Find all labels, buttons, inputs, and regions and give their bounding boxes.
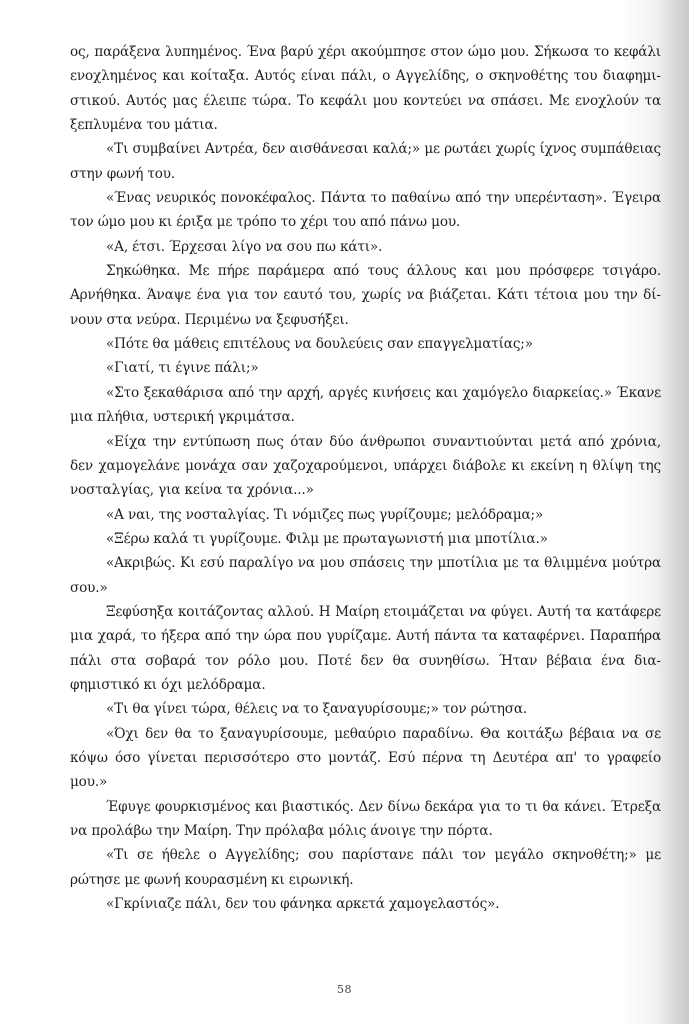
paragraph: «Α ναι, της νοσταλγίας. Τι νόμιζες πως γυρίζουμε; μελόδραμα;» (106, 506, 544, 523)
paragraph: «Γκρίνιαζε πάλι, δεν του φάνηκα αρκετά χαμογελαστός». (106, 896, 500, 913)
paragraph: «Ένας νευρικός πονοκέφαλος. Πάντα το παθαίνω από την υπερένταση». Έγειρα τον ώμο μου κι έριξα με τρόπο το χέρι του από πάνω μου. (70, 190, 661, 231)
paragraph: «Τι θα γίνει τώρα, θέλεις να το ξαναγυρίσουμε;» τον ρώτησα. (106, 701, 528, 718)
paragraph: «Τι συμβαίνει Αντρέα, δεν αισθάνεσαι καλά;» με ρωτάει χωρίς ίχνος συμπάθειας στην φωνή του. (70, 141, 661, 182)
paragraph: «Ξέρω καλά τι γυρίζουμε. Φιλμ με πρωταγωνιστή μια μποτίλια.» (106, 530, 548, 547)
paragraph: Σηκώθηκα. Με πήρε παράμερα από τους άλλους και μου πρόσφερε τσιγάρο. Αρνήθηκα. Άναψε ένα για τον εαυτό του, χωρίς να βιάζεται. Κάτι τέτοια μου την δίνουν στα νεύρα. Περιμένω να ξεφυσήξει. (70, 263, 661, 328)
paragraph: «Γιατί, τι έγινε πάλι;» (106, 360, 259, 377)
paragraph: Ξεφύσηξα κοιτάζοντας αλλού. Η Μαίρη ετοιμάζεται να φύγει. Αυτή τα κατάφερε μια χαρά, το ήξερα από την ώρα που γυρίζαμε. Αυτή πάντα τα καταφέρνει. Παραπήρα πάλι στα σοβαρά τον ρόλο μου. Ποτέ δεν θα συνηθίσω. Ήταν βέβαια ένα διαφημιστικό κι όχι μελόδραμα. (70, 603, 661, 693)
paragraph: «Α, έτσι. Έρχεσαι λίγο να σου πω κάτι». (106, 238, 383, 255)
body-text (70, 40, 661, 916)
paragraph: «Είχα την εντύπωση πως όταν δύο άνθρωποι συναντιούνται μετά από χρόνια, δεν χαμογελάνε μονάχα σαν χαζοχαρούμενοι, υπάρχει διάβολε κι εκείνη η θλίψη της νοσταλγίας, για κείνα τα χρόνια...» (70, 433, 661, 499)
paragraph: «Πότε θα μάθεις επιτέλους να δουλεύεις σαν επαγγελματίας;» (106, 336, 533, 353)
paragraph: Έφυγε φουρκισμένος και βιαστικός. Δεν δίνω δεκάρα για το τι θα κάνει. Έτρεξα να προλάβω την Μαίρη. Την πρόλαβα μόλις άνοιγε την πόρτα. (70, 798, 661, 839)
paragraph: ος, παράξενα λυπημένος. Ένα βαρύ χέρι ακούμπησε στον ώμο μου. Σήκωσα το κεφάλι ενοχλημένος και κοίταξα. Αυτός είναι πάλι, ο Αγγελίδης, ο σκηνοθέτης του διαφημιστικού. Αυτός μας έλειπε τώρα. Το κεφάλι μου κοντεύει να σπάσει. Με ενοχλούν τα ξεπλυμένα του μάτια. (70, 44, 661, 134)
paragraph: «Στο ξεκαθάρισα από την αρχή, αργές κινήσεις και χαμόγελο διαρκείας.» Έκανε μια πλήθια, υστερική γκριμάτσα. (70, 384, 661, 426)
paragraph: «Τι σε ήθελε ο Αγγελίδης; σου παρίστανε πάλι τον μεγάλο σκηνοθέτη;» με ρώτησε με φωνή κουρασμένη κι ειρωνική. (70, 847, 661, 888)
paragraph: «Ακριβώς. Κι εσύ παραλίγο να μου σπάσεις την μποτίλια με τα θλιμμένα μούτρα σου.» (70, 555, 661, 596)
page-number: 58 (337, 983, 352, 996)
paragraph: «Όχι δεν θα το ξαναγυρίσουμε, μεθαύριο παραδίνω. Θα κοιτάξω βέβαια να σε κόψω όσο γίνεται περισσότερο στο μοντάζ. Εσύ πέρνα τη Δευτέρα απ' το γραφείο μου.» (70, 725, 661, 791)
